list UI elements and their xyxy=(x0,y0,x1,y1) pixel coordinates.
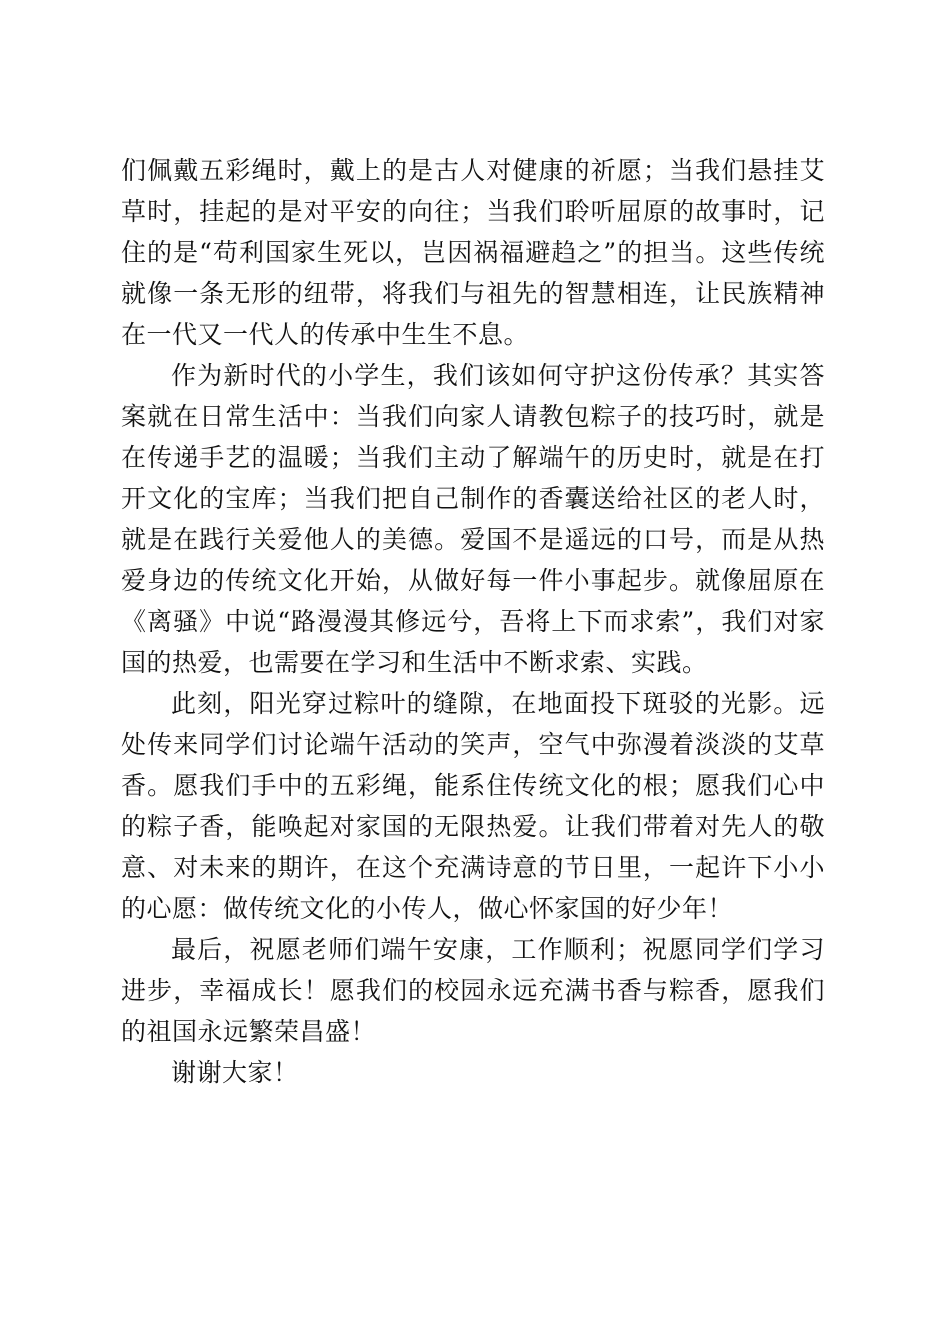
paragraph-heritage: 作为新时代的小学生，我们该如何守护这份传承？其实答案就在日常生活中：当我们向家人请教包粽子的技巧时，就是在传递手艺的温暖；当我们主动了解端午的历史时，就是在打开文化的宝库；当我们把自己制作的香囊送给社区的老人时，就是在践行关爱他人的美德。爱国不是遥远的口号，而是从热爱身边的传统文化开始，从做好每一件小事起步。就像屈原在《离骚》中说“路漫漫其修远兮，吾将上下而求索”，我们对家国的热爱，也需要在学习和生活中不断求索、实践。 xyxy=(121,361,825,677)
paragraph-wishes: 最后，祝愿老师们端午安康，工作顺利；祝愿同学们学习进步，幸福成长！愿我们的校园永远充满书香与粽香，愿我们的祖国永远繁荣昌盛！ xyxy=(121,935,825,1046)
paragraph-thanks: 谢谢大家！ xyxy=(171,1058,299,1087)
speech-body xyxy=(121,150,825,1093)
paragraph-continued: 们佩戴五彩绳时，戴上的是古人对健康的祈愿；当我们悬挂艾草时，挂起的是对平安的向往；当我们聆听屈原的故事时，记住的是“苟利国家生死以，岂因祸福避趋之”的担当。这些传统就像一条无形的纽带，将我们与祖先的智慧相连，让民族精神在一代又一代人的传承中生生不息。 xyxy=(121,156,825,349)
paragraph-scene: 此刻，阳光穿过粽叶的缝隙，在地面投下斑驳的光影。远处传来同学们讨论端午活动的笑声，空气中弥漫着淡淡的艾草香。愿我们手中的五彩绳，能系住传统文化的根；愿我们心中的粽子香，能唤起对家国的无限热爱。让我们带着对先人的敬意、对未来的期许，在这个充满诗意的节日里，一起许下小小的心愿：做传统文化的小传人，做心怀家国的好少年！ xyxy=(121,689,825,923)
